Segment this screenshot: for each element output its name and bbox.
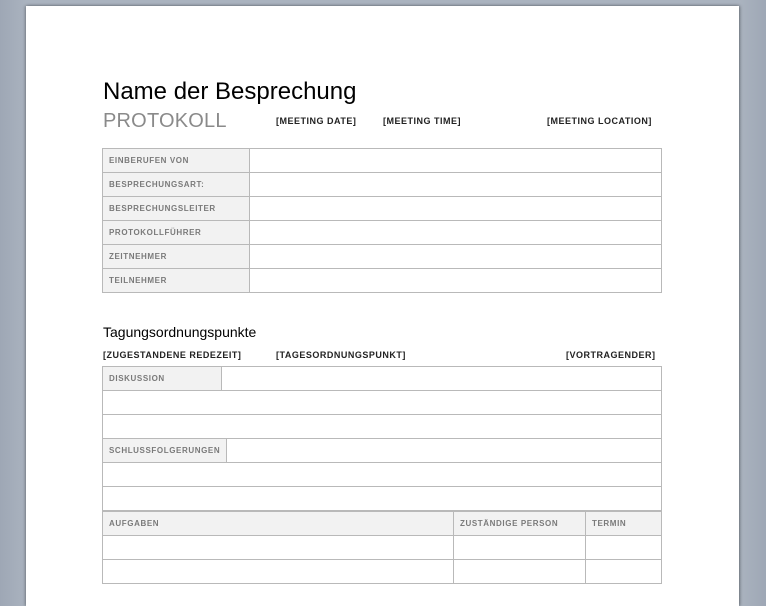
task-person-cell[interactable]: [454, 536, 586, 560]
info-label-besprechungsleiter: BESPRECHUNGSLEITER: [103, 197, 250, 221]
conclusions-table: [102, 438, 662, 511]
table-row: [103, 391, 662, 415]
table-row: [103, 415, 662, 439]
meeting-date-text: MEETING DATE: [279, 116, 353, 126]
agenda-time-placeholder[interactable]: [ZUGESTANDENE REDEZEIT]: [103, 350, 242, 360]
task-person-cell[interactable]: [454, 560, 586, 584]
meeting-title[interactable]: Name der Besprechung: [103, 78, 357, 105]
tasks-header-person: ZUSTÄNDIGE PERSON: [454, 512, 586, 536]
info-label-einberufen: EINBERUFEN VON: [103, 149, 250, 173]
meeting-time-placeholder[interactable]: [MEETING TIME]: [383, 116, 461, 126]
tasks-header-aufgaben: AUFGABEN: [103, 512, 454, 536]
info-label-besprechungsart: BESPRECHUNGSART:: [103, 173, 250, 197]
table-row: [103, 197, 662, 221]
document-page: [26, 6, 739, 606]
info-value-cell[interactable]: [250, 245, 662, 269]
table-row: [103, 536, 662, 560]
meeting-location-placeholder[interactable]: [MEETING LOCATION]: [547, 116, 652, 126]
agenda-presenter-placeholder[interactable]: [VORTRAGENDER]: [566, 350, 656, 360]
info-label-zeitnehmer: ZEITNEHMER: [103, 245, 250, 269]
agenda-topic-text: TAGESORDNUNGSPUNKT: [279, 350, 403, 360]
agenda-presenter-text: VORTRAGENDER: [569, 350, 653, 360]
table-row: [103, 512, 662, 536]
agenda-topic-placeholder[interactable]: [TAGESORDNUNGSPUNKT]: [276, 350, 406, 360]
table-row: [103, 487, 662, 511]
task-cell[interactable]: [103, 536, 454, 560]
conclusions-cell[interactable]: [103, 487, 662, 511]
info-value-cell[interactable]: [250, 197, 662, 221]
table-row: [103, 463, 662, 487]
document-subtitle[interactable]: PROTOKOLL: [103, 110, 227, 132]
discussion-cell[interactable]: [222, 367, 662, 391]
table-row: [103, 439, 662, 463]
table-row: [103, 269, 662, 293]
conclusions-cell[interactable]: [103, 463, 662, 487]
discussion-cell[interactable]: [103, 415, 662, 439]
conclusions-label: SCHLUSSFOLGERUNGEN: [103, 439, 227, 463]
meeting-info-table: [102, 148, 662, 293]
discussion-table: [102, 366, 662, 439]
table-row: [103, 367, 662, 391]
table-row: [103, 149, 662, 173]
discussion-cell[interactable]: [103, 391, 662, 415]
info-value-cell[interactable]: [250, 221, 662, 245]
task-date-cell[interactable]: [586, 536, 662, 560]
meeting-time-text: MEETING TIME: [386, 116, 458, 126]
info-label-protokollfuehrer: PROTOKOLLFÜHRER: [103, 221, 250, 245]
table-row: [103, 245, 662, 269]
info-value-cell[interactable]: [250, 149, 662, 173]
agenda-time-text: ZUGESTANDENE REDEZEIT: [106, 350, 238, 360]
conclusions-cell[interactable]: [227, 439, 662, 463]
info-value-cell[interactable]: [250, 173, 662, 197]
agenda-heading[interactable]: Tagungsordnungspunkte: [103, 324, 257, 340]
task-cell[interactable]: [103, 560, 454, 584]
discussion-label: DISKUSSION: [103, 367, 222, 391]
table-row: [103, 560, 662, 584]
tasks-table: [102, 511, 662, 584]
table-row: [103, 221, 662, 245]
meeting-location-text: MEETING LOCATION: [550, 116, 649, 126]
info-value-cell[interactable]: [250, 269, 662, 293]
info-label-teilnehmer: TEILNEHMER: [103, 269, 250, 293]
table-row: [103, 173, 662, 197]
tasks-header-termin: TERMIN: [586, 512, 662, 536]
meeting-date-placeholder[interactable]: [MEETING DATE]: [276, 116, 357, 126]
task-date-cell[interactable]: [586, 560, 662, 584]
